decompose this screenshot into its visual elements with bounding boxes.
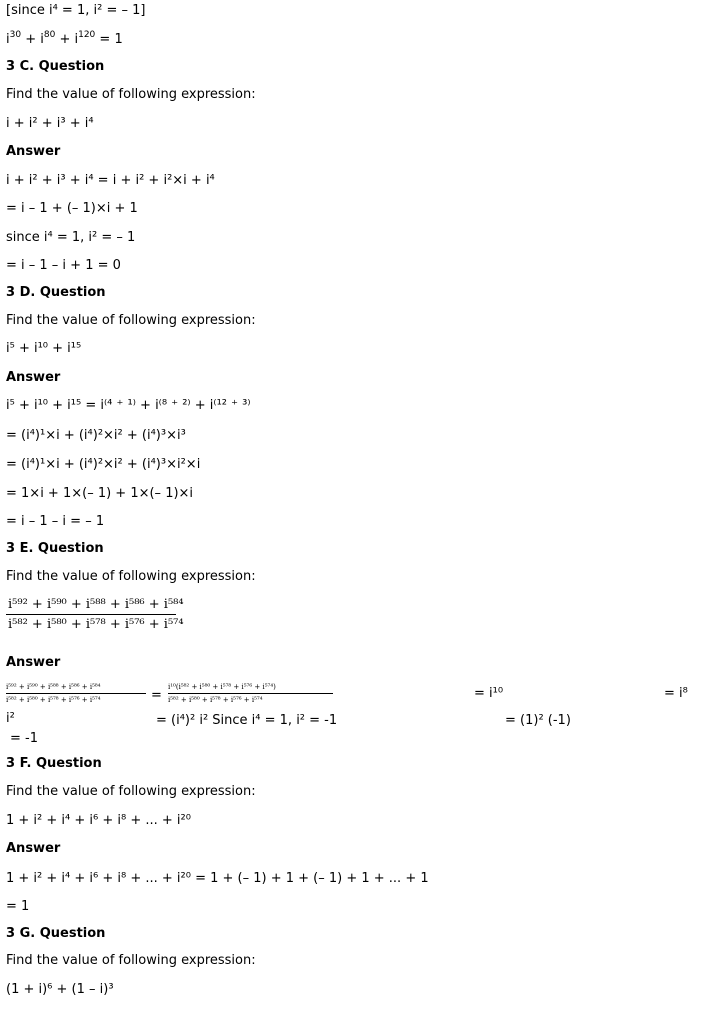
fraction-numerator: i¹⁰(i⁵⁸² + i⁵⁸⁰ + i⁵⁷⁸ + i⁵⁷⁶ + i⁵⁷⁴) [168, 683, 276, 691]
fraction-numerator: i⁵⁹² + i⁵⁹⁰ + i⁵⁸⁸ + i⁵⁸⁶ + i⁵⁸⁴ [6, 683, 101, 691]
answer-line: = i – 1 – i + 1 = 0 [6, 258, 121, 273]
question-prompt: Find the value of following expression: [6, 784, 256, 799]
answer-heading: Answer [6, 144, 61, 159]
question-expression: (1 + i)⁶ + (1 – i)³ [6, 982, 114, 997]
question-expression: 1 + i² + i⁴ + i⁶ + i⁸ + ... + i²⁰ [6, 813, 191, 828]
answer-fraction [168, 683, 333, 704]
text-line: $i^{30} + i^{80} + i^{120} = 1$ [6, 29, 123, 47]
answer-step: = (i⁴)² i² Since i⁴ = 1, i² = -1 [156, 713, 338, 728]
answer-line: = i – 1 – i = – 1 [6, 514, 105, 529]
text-line: [since i⁴ = 1, i² = – 1] [6, 3, 146, 18]
answer-step: = (1)² (-1) [505, 713, 571, 728]
question-expression: i⁵ + i¹⁰ + i¹⁵ [6, 341, 82, 356]
answer-step: = i⁸ [664, 686, 688, 701]
question-prompt: Find the value of following expression: [6, 87, 256, 102]
fraction-bar [168, 693, 333, 694]
fraction-bar [6, 614, 176, 615]
question-heading: 3 C. Question [6, 59, 105, 74]
fraction-denominator: i⁵⁸² + i⁵⁸⁰ + i⁵⁷⁸ + i⁵⁷⁶ + i⁵⁷⁴ [8, 617, 184, 632]
answer-step: = -1 [10, 731, 38, 746]
answer-heading: Answer [6, 655, 61, 670]
answer-step: i² [6, 711, 15, 726]
answer-line: i + i² + i³ + i⁴ = i + i² + i²×i + i⁴ [6, 173, 215, 188]
question-heading: 3 G. Question [6, 926, 106, 941]
answer-line: i⁵ + i¹⁰ + i¹⁵ = i⁽⁴ ⁺ ¹⁾ + i⁽⁸ ⁺ ²⁾ + i⁽¹² ⁺ ³⁾ [6, 398, 251, 413]
answer-line: = 1 [6, 899, 30, 914]
fraction-denominator: i⁵⁸² + i⁵⁸⁰ + i⁵⁷⁸ + i⁵⁷⁶ + i⁵⁷⁴ [6, 696, 101, 704]
question-heading: 3 D. Question [6, 285, 106, 300]
question-heading: 3 E. Question [6, 541, 104, 556]
question-heading: 3 F. Question [6, 756, 102, 771]
question-fraction [6, 597, 186, 632]
answer-heading: Answer [6, 841, 61, 856]
question-prompt: Find the value of following expression: [6, 569, 256, 584]
answer-line: 1 + i² + i⁴ + i⁶ + i⁸ + ... + i²⁰ = 1 + (– 1) + 1 + (– 1) + 1 + ... + 1 [6, 871, 429, 886]
answer-line: = (i⁴)¹×i + (i⁴)²×i² + (i⁴)³×i³ [6, 428, 186, 443]
answer-heading: Answer [6, 370, 61, 385]
answer-line: = 1×i + 1×(– 1) + 1×(– 1)×i [6, 486, 194, 501]
answer-fraction [6, 683, 146, 704]
equals-sign: = [151, 688, 162, 703]
answer-step: = i¹⁰ [474, 686, 504, 701]
fraction-bar [6, 693, 146, 694]
question-prompt: Find the value of following expression: [6, 953, 256, 968]
answer-line: since i⁴ = 1, i² = – 1 [6, 230, 136, 245]
question-prompt: Find the value of following expression: [6, 313, 256, 328]
fraction-numerator: i⁵⁹² + i⁵⁹⁰ + i⁵⁸⁸ + i⁵⁸⁶ + i⁵⁸⁴ [8, 597, 184, 612]
answer-line: = (i⁴)¹×i + (i⁴)²×i² + (i⁴)³×i²×i [6, 457, 201, 472]
fraction-denominator: i⁵⁸² + i⁵⁸⁰ + i⁵⁷⁸ + i⁵⁷⁶ + i⁵⁷⁴ [168, 696, 263, 704]
question-expression: i + i² + i³ + i⁴ [6, 116, 94, 131]
answer-line: = i – 1 + (– 1)×i + 1 [6, 201, 138, 216]
